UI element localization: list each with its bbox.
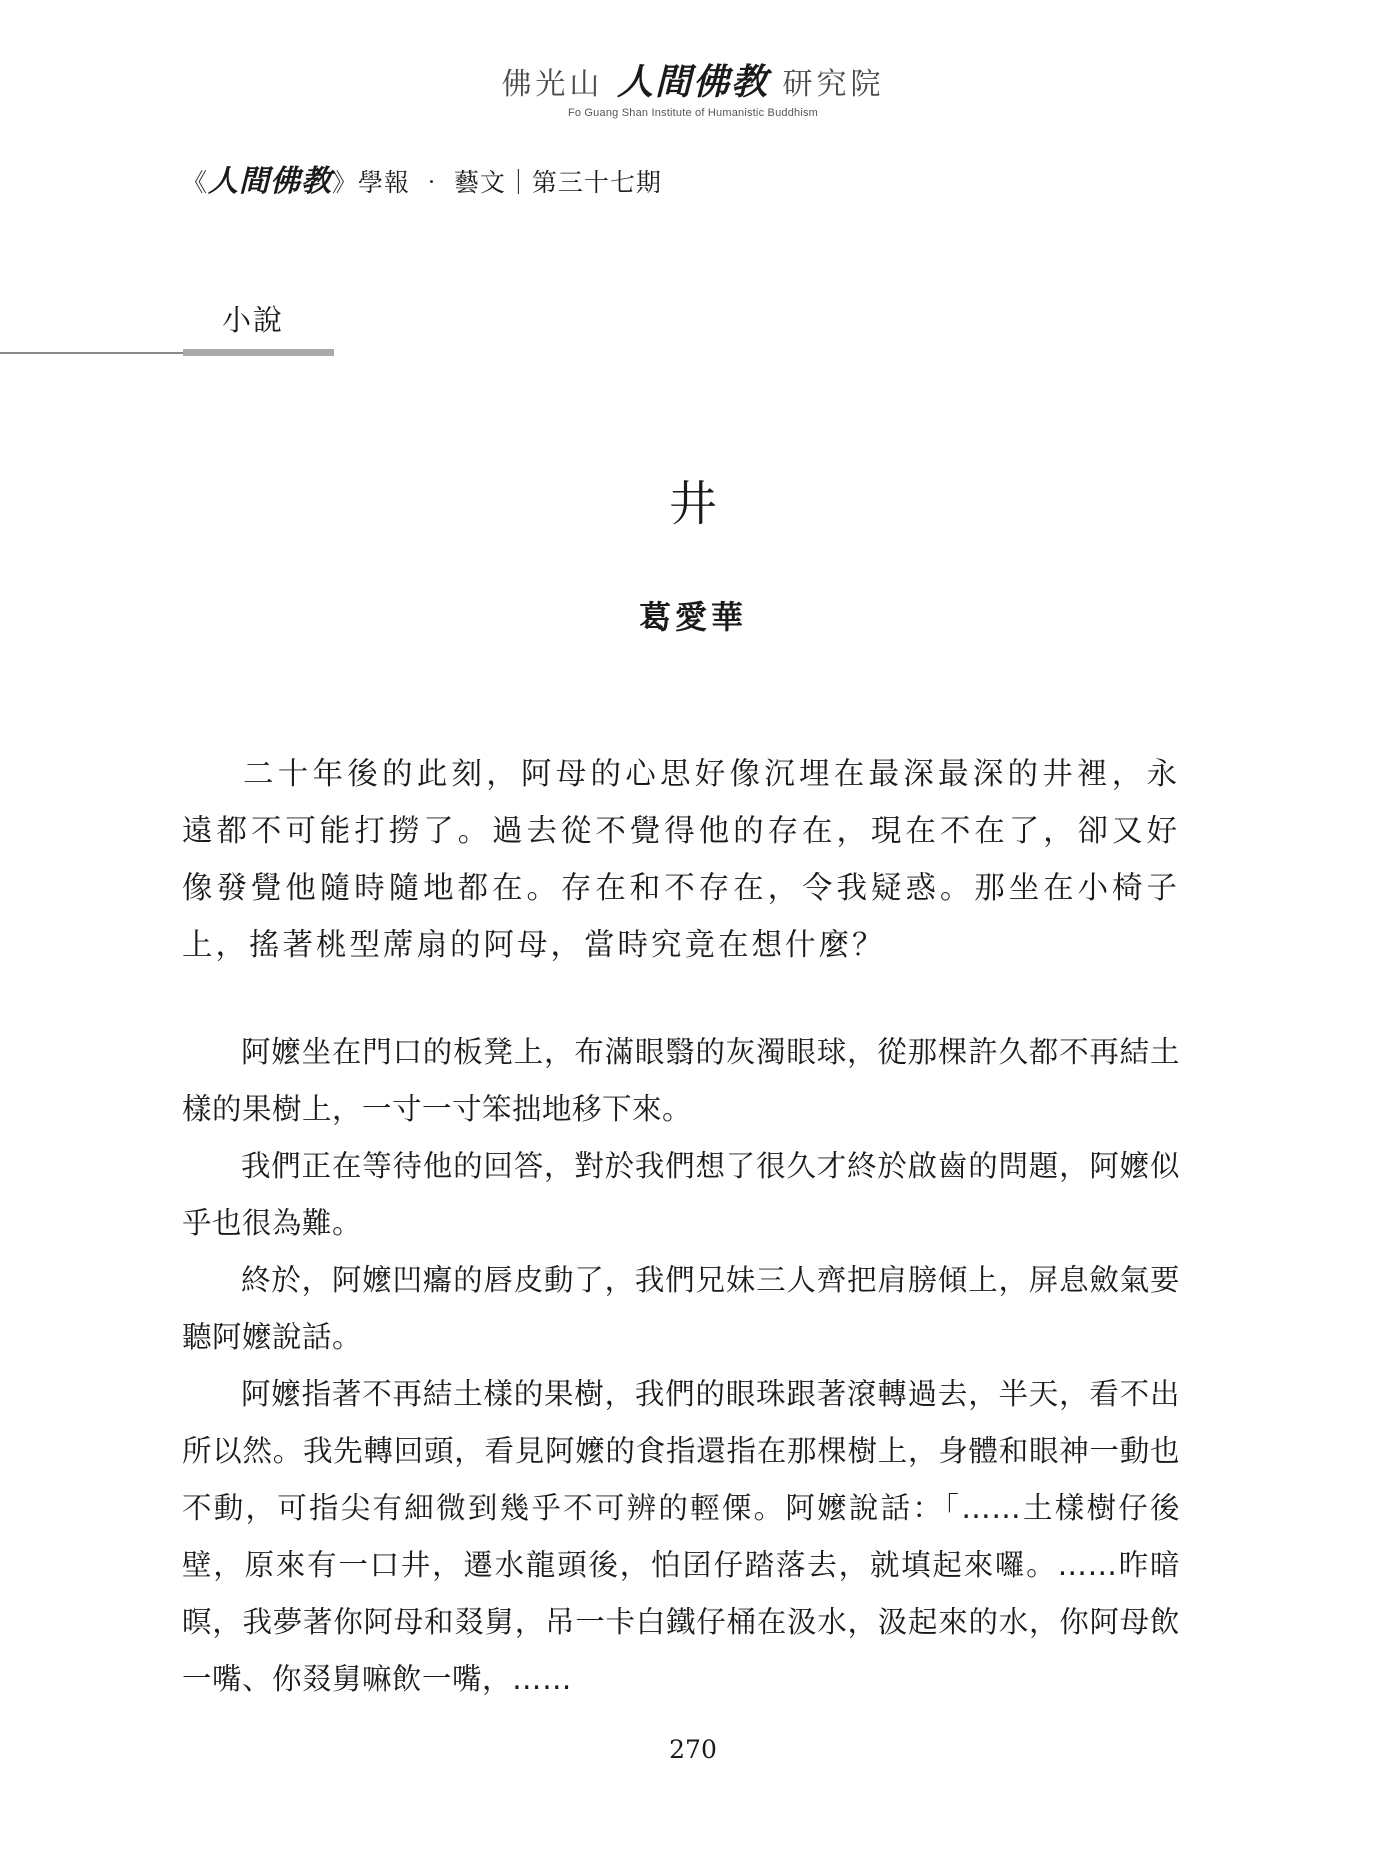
section-label: 小說 xyxy=(222,303,285,337)
institute-english-name: Fo Guang Shan Institute of Humanistic Buddhism xyxy=(567,107,819,119)
body-paragraph: 我們正在等待他的回答，對於我們想了很久才終於啟齒的問題，阿嬤似乎也很為難。 xyxy=(182,1149,1180,1240)
story-title: 井 xyxy=(668,476,717,532)
institute-prefix: 佛光山 xyxy=(501,67,604,102)
intro-paragraph: 二十年後的此刻，阿母的心思好像沉埋在最深最深的井裡，永遠都不可能打撈了。過去從不覺得他的存在，現在不在了，卻又好像發覺他隨時隨地都在。存在和不存在，令我疑惑。那坐在小椅子上，搖著桃型蓆扇的阿母，當時究竟在想什麼？ xyxy=(182,757,1180,963)
section-divider-bar xyxy=(183,349,334,356)
institute-brand-logo: 人間佛教 xyxy=(616,61,769,103)
institute-name xyxy=(0,62,1386,105)
body-paragraph: 阿嬤坐在門口的板凳上，布滿眼翳的灰濁眼球，從那棵許久都不再結土樣的果樹上，一寸一寸笨拙地移下來。 xyxy=(182,1035,1180,1126)
journal-issue: 學報 ‧ 藝文｜第三十七期 xyxy=(358,168,662,197)
journal-close-bracket: 》 xyxy=(332,168,359,197)
story-author: 葛愛華 xyxy=(638,598,747,636)
story-body xyxy=(182,1024,1180,1708)
body-paragraph: 阿嬤指著不再結土樣的果樹，我們的眼珠跟著滾轉過去，半天，看不出所以然。我先轉回頭，看見阿嬤的食指還指在那棵樹上，身體和眼神一動也不動，可指尖有細微到幾乎不可辨的輕傈。阿嬤說話：「……土樣樹仔後壁，原來有一口井，遷水龍頭後，怕囝仔踏落去，就填起來囉。……昨暗暝，我夢著你阿母和叕舅，吊一卡白鐵仔桶在汲水，汲起來的水，你阿母飲一嘴、你叕舅嘛飲一嘴，…… xyxy=(182,1377,1180,1696)
institute-suffix: 研究院 xyxy=(782,67,885,102)
journal-brand-logo: 人間佛教 xyxy=(208,164,333,199)
journal-open-bracket: 《 xyxy=(182,168,209,197)
intro-block xyxy=(182,746,1180,974)
body-paragraph: 終於，阿嬤凹癟的唇皮動了，我們兄妹三人齊把肩膀傾上，屏息斂氣要聽阿嬤說話。 xyxy=(182,1263,1180,1354)
institute-header xyxy=(0,62,1386,119)
journal-header xyxy=(182,162,662,203)
page-number: 270 xyxy=(669,1735,717,1764)
